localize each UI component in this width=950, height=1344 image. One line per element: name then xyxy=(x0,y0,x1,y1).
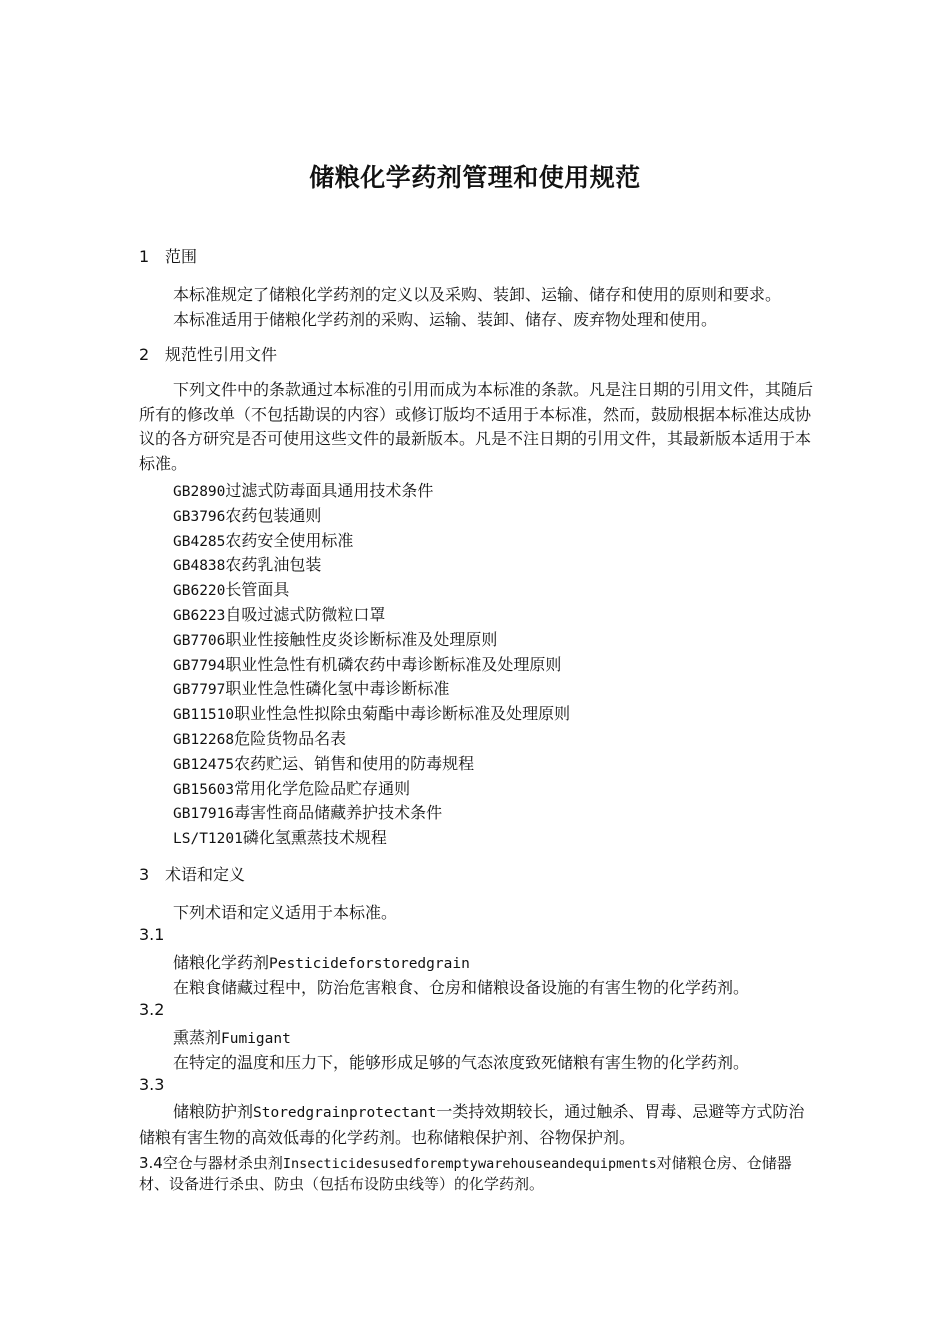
term-english: Fumigant xyxy=(221,1031,291,1047)
reference-code: GB12475 xyxy=(173,756,235,773)
reference-code: GB7706 xyxy=(173,632,226,649)
section-number: 3 xyxy=(139,865,150,884)
term-number: 3.2 xyxy=(139,1000,165,1019)
term-title xyxy=(173,1025,291,1048)
term-paragraph xyxy=(139,1153,819,1194)
section-title: 范围 xyxy=(165,247,198,266)
reference-item xyxy=(173,825,387,848)
reference-title: 农药包装通则 xyxy=(225,505,322,525)
section-title: 规范性引用文件 xyxy=(165,345,278,364)
reference-item xyxy=(173,478,433,501)
reference-code: GB17916 xyxy=(173,806,235,823)
paragraph: 本标准适用于储粮化学药剂的采购、运输、装卸、储存、废弃物处理和使用。 xyxy=(173,310,718,329)
paragraph: 下列文件中的条款通过本标准的引用而成为本标准的条款。凡是注日期的引用文件，其随后所有的修改单（不包括勘误的内容）或修订版均不适用于本标准，然而，鼓励根据本标准达成协议的各方研究是否可使用这些文件的最新版本。凡是不注日期的引用文件，其最新版本适用于本标准。 xyxy=(139,380,814,473)
reference-code: GB6220 xyxy=(173,583,226,600)
section-title: 术语和定义 xyxy=(165,865,246,884)
term-number: 3.3 xyxy=(139,1075,165,1094)
reference-code: GB4838 xyxy=(173,558,226,575)
reference-title: 农药安全使用标准 xyxy=(225,530,354,550)
section-1-heading xyxy=(139,244,197,267)
reference-title: 长管面具 xyxy=(225,580,290,600)
reference-title: 常用化学危险品贮存通则 xyxy=(234,778,411,798)
term-name: 空仓与器材杀虫剂 xyxy=(162,1154,283,1172)
paragraph: 下列术语和定义适用于本标准。 xyxy=(173,903,398,922)
reference-code: GB12268 xyxy=(173,732,235,748)
reference-item xyxy=(173,627,497,650)
reference-title: 危险货物品名表 xyxy=(234,729,347,748)
paragraph: 本标准规定了储粮化学药剂的定义以及采购、装卸、运输、储存和使用的原则和要求。 xyxy=(173,285,782,304)
section-3-heading xyxy=(139,862,245,885)
reference-code: LS/T1201 xyxy=(173,831,243,848)
reference-code: GB7794 xyxy=(173,657,226,674)
reference-item xyxy=(173,676,449,699)
section-number: 1 xyxy=(139,247,150,266)
reference-item xyxy=(173,652,561,675)
reference-code: GB6223 xyxy=(173,608,226,624)
reference-title: 毒害性商品储藏养护技术条件 xyxy=(234,803,443,823)
reference-item xyxy=(173,503,321,526)
reference-code: GB7797 xyxy=(173,682,226,699)
reference-item xyxy=(173,528,353,551)
reference-code: GB2890 xyxy=(173,484,226,500)
reference-item xyxy=(173,726,346,749)
term-english: Storedgrainprotectant xyxy=(253,1105,437,1121)
term-number: 3.1 xyxy=(139,925,165,944)
reference-title: 自吸过滤式防微粒口罩 xyxy=(225,605,386,624)
reference-item xyxy=(173,552,321,575)
term-english: Pesticideforstoredgrain xyxy=(269,956,470,972)
section-number: 2 xyxy=(139,345,150,364)
term-name: 熏蒸剂 xyxy=(173,1028,222,1047)
reference-title: 农药乳油包装 xyxy=(225,555,322,575)
reference-item xyxy=(173,776,410,799)
reference-code: GB15603 xyxy=(173,781,235,798)
term-name: 储粮防护剂 xyxy=(173,1102,254,1121)
reference-title: 过滤式防毒面具通用技术条件 xyxy=(225,481,434,500)
reference-title: 职业性急性拟除虫菊酯中毒诊断标准及处理原则 xyxy=(234,704,571,724)
reference-item xyxy=(173,701,570,724)
reference-code: GB4285 xyxy=(173,533,226,550)
reference-item xyxy=(173,800,442,823)
reference-title: 职业性急性磷化氢中毒诊断标准 xyxy=(225,679,450,699)
term-name: 储粮化学药剂 xyxy=(173,953,270,972)
term-definition: 在粮食储藏过程中，防治危害粮食、仓房和储粮设备设施的有害生物的化学药剂。 xyxy=(173,978,750,997)
reference-title: 职业性急性有机磷农药中毒诊断标准及处理原则 xyxy=(225,654,562,674)
reference-title: 农药贮运、销售和使用的防毒规程 xyxy=(234,753,475,773)
section-2-heading xyxy=(139,342,277,365)
reference-title: 职业性接触性皮炎诊断标准及处理原则 xyxy=(225,629,498,649)
term-definition: 一类持效期较长，通过触杀、胃毒、忌避等方式防治储粮有害生物的高效低毒的化学药剂。也称储粮保护剂、谷物保护剂。 xyxy=(139,1102,805,1147)
reference-item xyxy=(173,577,289,600)
reference-item xyxy=(173,751,474,774)
reference-item xyxy=(173,602,385,625)
reference-title: 磷化氢熏蒸技术规程 xyxy=(242,828,387,848)
reference-code: GB3796 xyxy=(173,508,226,525)
term-title xyxy=(173,950,470,973)
term-number: 3.4 xyxy=(139,1154,163,1172)
document-title: 储粮化学药剂管理和使用规范 xyxy=(309,163,641,192)
term-english: Insecticidesusedforemptywarehouseandequipments xyxy=(282,1156,657,1172)
reference-code: GB11510 xyxy=(173,707,235,724)
term-paragraph xyxy=(139,1100,819,1150)
term-definition: 对储粮仓房、仓储器材、设备进行杀虫、防虫（包括布设防虫线等）的化学药剂。 xyxy=(139,1154,792,1193)
term-definition: 在特定的温度和压力下，能够形成足够的气态浓度致死储粮有害生物的化学药剂。 xyxy=(173,1053,750,1072)
